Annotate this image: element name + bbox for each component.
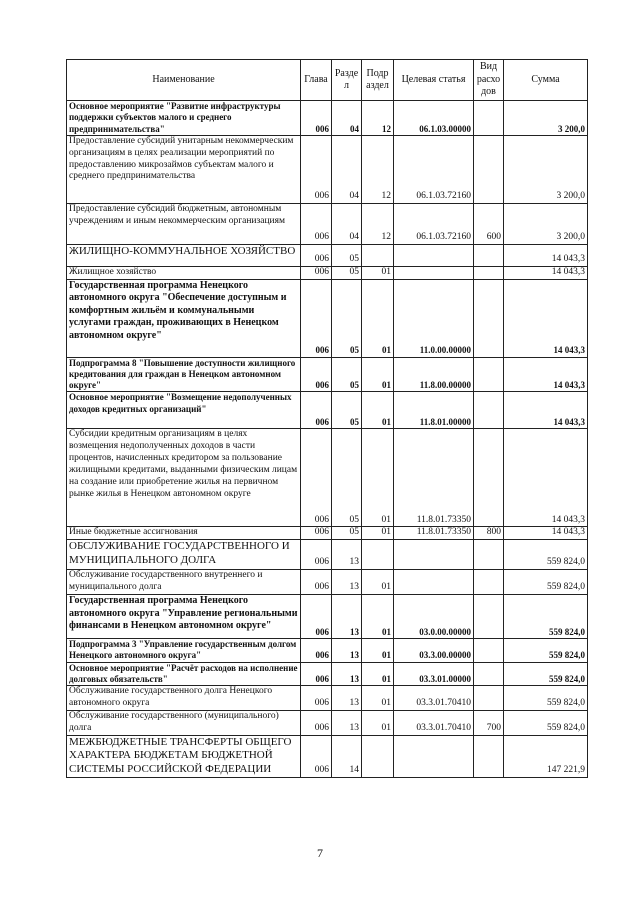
- cell-sum: 14 043,3: [504, 279, 588, 357]
- budget-table: [66, 59, 588, 778]
- cell-vid: [474, 595, 504, 639]
- cell-podrazdel: 12: [362, 203, 394, 244]
- cell-target: 11.8.01.73350: [394, 429, 474, 527]
- table-row: [67, 595, 588, 639]
- cell-vid: [474, 244, 504, 266]
- cell-podrazdel: 01: [362, 570, 394, 595]
- cell-razdel: 04: [332, 203, 362, 244]
- table-header-row: [67, 60, 588, 101]
- cell-vid: 600: [474, 203, 504, 244]
- cell-vid: 800: [474, 527, 504, 540]
- header-target: Целевая статья: [394, 60, 474, 101]
- table-row: [67, 735, 588, 777]
- cell-razdel: 13: [332, 686, 362, 711]
- cell-podrazdel: [362, 244, 394, 266]
- cell-target: 11.0.00.00000: [394, 279, 474, 357]
- cell-glava: 006: [301, 357, 332, 392]
- cell-glava: 006: [301, 527, 332, 540]
- cell-name: Обслуживание государственного внутреннего и муниципального долга: [67, 570, 301, 595]
- cell-glava: 006: [301, 135, 332, 203]
- cell-glava: 006: [301, 540, 332, 570]
- cell-razdel: 04: [332, 135, 362, 203]
- cell-name: Предоставление субсидий бюджетным, автономным учреждениям и иным некоммерческим организациям: [67, 203, 301, 244]
- table-row: [67, 540, 588, 570]
- cell-target: [394, 570, 474, 595]
- cell-name: Обслуживание государственного долга Ненецкого автономного округа: [67, 686, 301, 711]
- table-row: [67, 710, 588, 735]
- cell-sum: 3 200,0: [504, 135, 588, 203]
- cell-razdel: 14: [332, 735, 362, 777]
- cell-podrazdel: 01: [362, 662, 394, 686]
- cell-sum: 3 200,0: [504, 203, 588, 244]
- cell-razdel: 05: [332, 266, 362, 279]
- cell-glava: 006: [301, 686, 332, 711]
- cell-glava: 006: [301, 101, 332, 136]
- cell-podrazdel: 01: [362, 279, 394, 357]
- cell-podrazdel: [362, 735, 394, 777]
- header-sum: Сумма: [504, 60, 588, 101]
- cell-glava: 006: [301, 710, 332, 735]
- cell-glava: 006: [301, 392, 332, 429]
- cell-name: Предоставление субсидий унитарным некоммерческим организациям в целях реализации мероприятий по предоставлению микрозаймов субъектам малого и среднего предпринимательства: [67, 135, 301, 203]
- cell-vid: [474, 429, 504, 527]
- cell-podrazdel: 01: [362, 357, 394, 392]
- cell-vid: [474, 570, 504, 595]
- cell-sum: 559 824,0: [504, 540, 588, 570]
- cell-target: 11.8.01.00000: [394, 392, 474, 429]
- cell-sum: 147 221,9: [504, 735, 588, 777]
- cell-razdel: 13: [332, 570, 362, 595]
- table-row: [67, 266, 588, 279]
- cell-target: 03.3.01.70410: [394, 710, 474, 735]
- cell-glava: 006: [301, 639, 332, 663]
- cell-target: 03.0.00.00000: [394, 595, 474, 639]
- cell-glava: 006: [301, 429, 332, 527]
- cell-glava: 006: [301, 570, 332, 595]
- cell-razdel: 13: [332, 540, 362, 570]
- cell-razdel: 13: [332, 662, 362, 686]
- cell-target: 03.3.00.00000: [394, 639, 474, 663]
- cell-vid: [474, 540, 504, 570]
- cell-podrazdel: 12: [362, 135, 394, 203]
- cell-vid: [474, 392, 504, 429]
- cell-target: 06.1.03.72160: [394, 135, 474, 203]
- cell-podrazdel: 01: [362, 527, 394, 540]
- cell-podrazdel: [362, 540, 394, 570]
- cell-sum: 14 043,3: [504, 392, 588, 429]
- cell-name: Основное мероприятие "Развитие инфраструктуры поддержки субъектов малого и среднего предпринимательства": [67, 101, 301, 136]
- cell-glava: 006: [301, 244, 332, 266]
- cell-vid: [474, 101, 504, 136]
- cell-sum: 559 824,0: [504, 686, 588, 711]
- cell-podrazdel: 01: [362, 429, 394, 527]
- cell-vid: [474, 686, 504, 711]
- table-body: [67, 101, 588, 778]
- cell-razdel: 04: [332, 101, 362, 136]
- cell-target: 06.1.03.00000: [394, 101, 474, 136]
- cell-sum: 559 824,0: [504, 662, 588, 686]
- cell-podrazdel: 01: [362, 266, 394, 279]
- cell-name: Иные бюджетные ассигнования: [67, 527, 301, 540]
- header-name: Наименование: [67, 60, 301, 101]
- cell-vid: [474, 357, 504, 392]
- cell-sum: 559 824,0: [504, 710, 588, 735]
- cell-target: 11.8.01.73350: [394, 527, 474, 540]
- cell-sum: 14 043,3: [504, 357, 588, 392]
- cell-target: 03.3.01.70410: [394, 686, 474, 711]
- cell-sum: 559 824,0: [504, 595, 588, 639]
- table-row: [67, 392, 588, 429]
- cell-target: [394, 266, 474, 279]
- cell-glava: 006: [301, 595, 332, 639]
- table-row: [67, 357, 588, 392]
- cell-target: 11.8.00.00000: [394, 357, 474, 392]
- cell-sum: 14 043,3: [504, 527, 588, 540]
- cell-sum: 14 043,3: [504, 244, 588, 266]
- header-vid: Вид расхо дов: [474, 60, 504, 101]
- cell-sum: 559 824,0: [504, 639, 588, 663]
- cell-razdel: 13: [332, 710, 362, 735]
- table-row: [67, 639, 588, 663]
- cell-sum: 559 824,0: [504, 570, 588, 595]
- cell-target: [394, 540, 474, 570]
- cell-name: Государственная программа Ненецкого автономного округа "Управление региональными финансами в Ненецком автономном округе": [67, 595, 301, 639]
- cell-name: МЕЖБЮДЖЕТНЫЕ ТРАНСФЕРТЫ ОБЩЕГО ХАРАКТЕРА БЮДЖЕТАМ БЮДЖЕТНОЙ СИСТЕМЫ РОССИЙСКОЙ ФЕДЕРАЦИИ: [67, 735, 301, 777]
- cell-name: ОБСЛУЖИВАНИЕ ГОСУДАРСТВЕННОГО И МУНИЦИПАЛЬНОГО ДОЛГА: [67, 540, 301, 570]
- cell-target: 03.3.01.00000: [394, 662, 474, 686]
- cell-glava: 006: [301, 279, 332, 357]
- cell-vid: [474, 266, 504, 279]
- cell-name: Субсидии кредитным организациям в целях возмещения недополученных доходов в части процентов, начисленных кредитором за пользование жилищными кредитами, выданными физическим лицам на создание или приобретение жилья на первичном рынке жилья в Ненецком автономном округе: [67, 429, 301, 527]
- cell-podrazdel: 01: [362, 686, 394, 711]
- cell-podrazdel: 01: [362, 710, 394, 735]
- cell-razdel: 13: [332, 595, 362, 639]
- table-row: [67, 570, 588, 595]
- cell-vid: [474, 279, 504, 357]
- cell-razdel: 05: [332, 244, 362, 266]
- table-row: [67, 686, 588, 711]
- cell-name: Обслуживание государственного (муниципального) долга: [67, 710, 301, 735]
- table-row: [67, 279, 588, 357]
- cell-target: [394, 244, 474, 266]
- table-row: [67, 429, 588, 527]
- cell-podrazdel: 01: [362, 392, 394, 429]
- cell-glava: 006: [301, 203, 332, 244]
- cell-razdel: 13: [332, 639, 362, 663]
- cell-glava: 006: [301, 735, 332, 777]
- header-podrazdel: Подр аздел: [362, 60, 394, 101]
- table-row: [67, 135, 588, 203]
- cell-vid: [474, 662, 504, 686]
- cell-sum: 3 200,0: [504, 101, 588, 136]
- table-row: [67, 244, 588, 266]
- cell-podrazdel: 01: [362, 595, 394, 639]
- table-row: [67, 527, 588, 540]
- cell-name: Подпрограмма 8 "Повышение доступности жилищного кредитования для граждан в Ненецком автономном округе": [67, 357, 301, 392]
- cell-vid: [474, 735, 504, 777]
- cell-vid: [474, 639, 504, 663]
- cell-name: Жилищное хозяйство: [67, 266, 301, 279]
- cell-razdel: 05: [332, 357, 362, 392]
- cell-name: Государственная программа Ненецкого автономного округа "Обеспечение доступным и комфортным жильём и коммунальными услугами граждан, проживающих в Ненецком автономном округе": [67, 279, 301, 357]
- cell-name: ЖИЛИЩНО-КОММУНАЛЬНОЕ ХОЗЯЙСТВО: [67, 244, 301, 266]
- table-row: [67, 203, 588, 244]
- cell-razdel: 05: [332, 527, 362, 540]
- cell-sum: 14 043,3: [504, 266, 588, 279]
- cell-razdel: 05: [332, 392, 362, 429]
- table-row: [67, 101, 588, 136]
- cell-name: Основное мероприятие "Расчёт расходов на исполнение долговых обязательств": [67, 662, 301, 686]
- cell-podrazdel: 12: [362, 101, 394, 136]
- cell-vid: [474, 135, 504, 203]
- cell-sum: 14 043,3: [504, 429, 588, 527]
- cell-target: 06.1.03.72160: [394, 203, 474, 244]
- cell-vid: 700: [474, 710, 504, 735]
- cell-razdel: 05: [332, 279, 362, 357]
- header-razdel: Разде л: [332, 60, 362, 101]
- page-number: 7: [317, 846, 323, 860]
- cell-target: [394, 735, 474, 777]
- cell-name: Подпрограмма 3 "Управление государственным долгом Ненецкого автономного округа": [67, 639, 301, 663]
- table-row: [67, 662, 588, 686]
- cell-razdel: 05: [332, 429, 362, 527]
- cell-glava: 006: [301, 266, 332, 279]
- cell-name: Основное мероприятие "Возмещение недополученных доходов кредитных организаций": [67, 392, 301, 429]
- cell-glava: 006: [301, 662, 332, 686]
- header-glava: Глава: [301, 60, 332, 101]
- cell-podrazdel: 01: [362, 639, 394, 663]
